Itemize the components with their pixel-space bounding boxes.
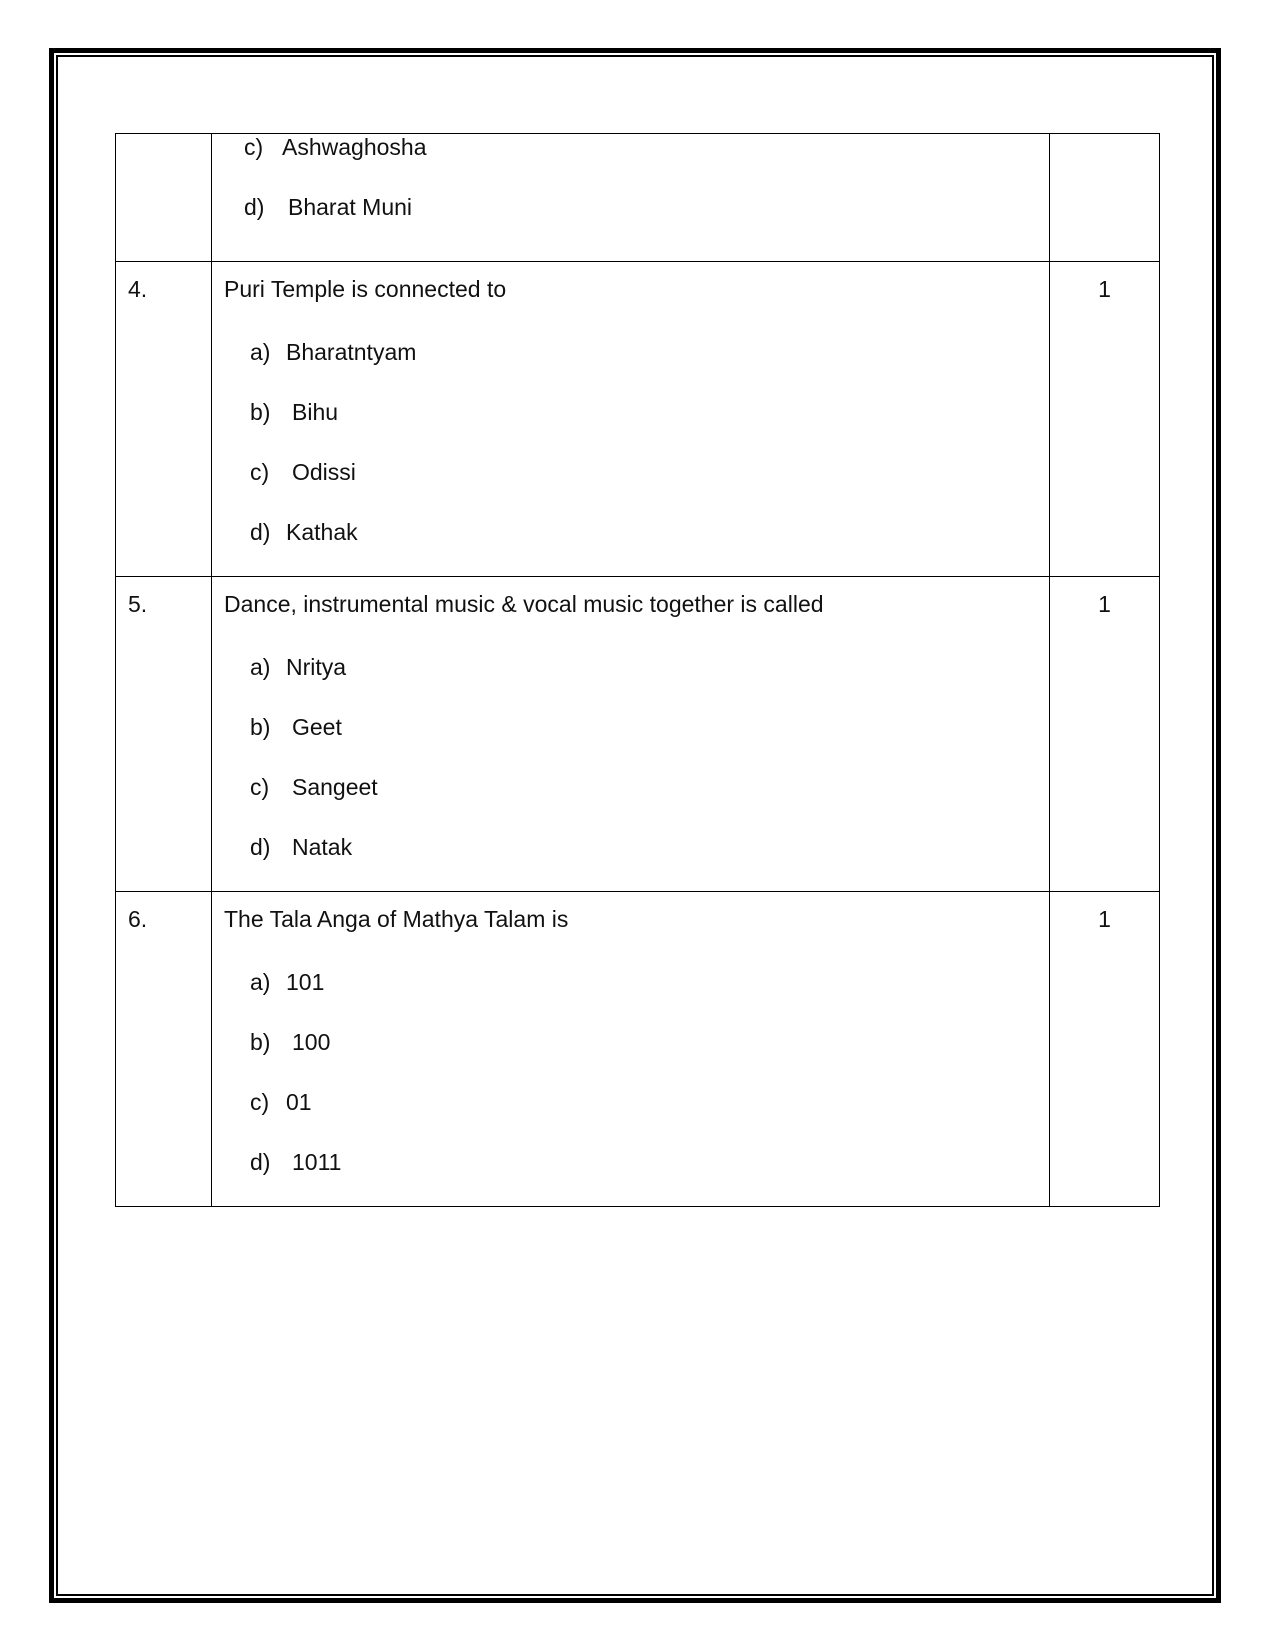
question-table (115, 133, 1160, 1207)
marks-value: 1 (1050, 892, 1160, 1207)
option-letter: c) (250, 774, 270, 800)
option-letter: d) (244, 194, 265, 220)
option-letter: d) (250, 834, 271, 860)
question-number: 4. (116, 262, 212, 577)
question-text: Dance, instrumental music & vocal music together is called (224, 591, 824, 617)
option-d (224, 1149, 1049, 1176)
option-c (224, 774, 1049, 801)
option-c (244, 134, 1049, 161)
option-text: Natak (292, 834, 353, 860)
option-text: 1011 (292, 1149, 342, 1175)
option-b (224, 714, 1049, 741)
option-text: Geet (292, 714, 342, 740)
question-body (212, 262, 1050, 577)
option-text: Ashwaghosha (282, 134, 427, 160)
option-a (224, 339, 1049, 366)
option-b (224, 1029, 1049, 1056)
option-letter: a) (250, 339, 271, 365)
option-letter: c) (250, 459, 270, 485)
option-text: 100 (292, 1029, 331, 1055)
option-letter: d) (250, 519, 271, 545)
option-text: Odissi (292, 459, 356, 485)
question-options-continued (212, 134, 1050, 262)
table-row-question-6 (116, 892, 1160, 1207)
option-text: 101 (286, 969, 325, 995)
question-number: 5. (116, 577, 212, 892)
option-c (224, 1089, 1049, 1116)
question-text: Puri Temple is connected to (224, 276, 507, 302)
option-a (224, 969, 1049, 996)
option-letter: c) (250, 1089, 270, 1115)
option-letter: a) (250, 969, 271, 995)
marks-cell (1050, 134, 1160, 262)
option-b (224, 399, 1049, 426)
option-text: Bharatntyam (286, 339, 417, 365)
table-row-question-5 (116, 577, 1160, 892)
question-number: 6. (116, 892, 212, 1207)
option-letter: b) (250, 714, 271, 740)
option-d (224, 834, 1049, 861)
option-a (224, 654, 1049, 681)
option-letter: b) (250, 399, 271, 425)
option-c (224, 459, 1049, 486)
question-number-cell (116, 134, 212, 262)
option-text: Bharat Muni (288, 194, 413, 220)
option-letter: a) (250, 654, 271, 680)
option-letter: b) (250, 1029, 271, 1055)
option-text: Bihu (292, 399, 339, 425)
option-text: 01 (286, 1089, 312, 1115)
option-letter: d) (250, 1149, 271, 1175)
option-d (224, 519, 1049, 546)
option-text: Sangeet (292, 774, 378, 800)
marks-value: 1 (1050, 262, 1160, 577)
option-letter: c) (244, 134, 264, 160)
question-body (212, 577, 1050, 892)
question-text: The Tala Anga of Mathya Talam is (224, 906, 569, 932)
option-text: Nritya (286, 654, 347, 680)
option-d (244, 194, 1049, 221)
marks-value: 1 (1050, 577, 1160, 892)
option-text: Kathak (286, 519, 358, 545)
table-row-continued (116, 134, 1160, 262)
question-body (212, 892, 1050, 1207)
table-row-question-4 (116, 262, 1160, 577)
